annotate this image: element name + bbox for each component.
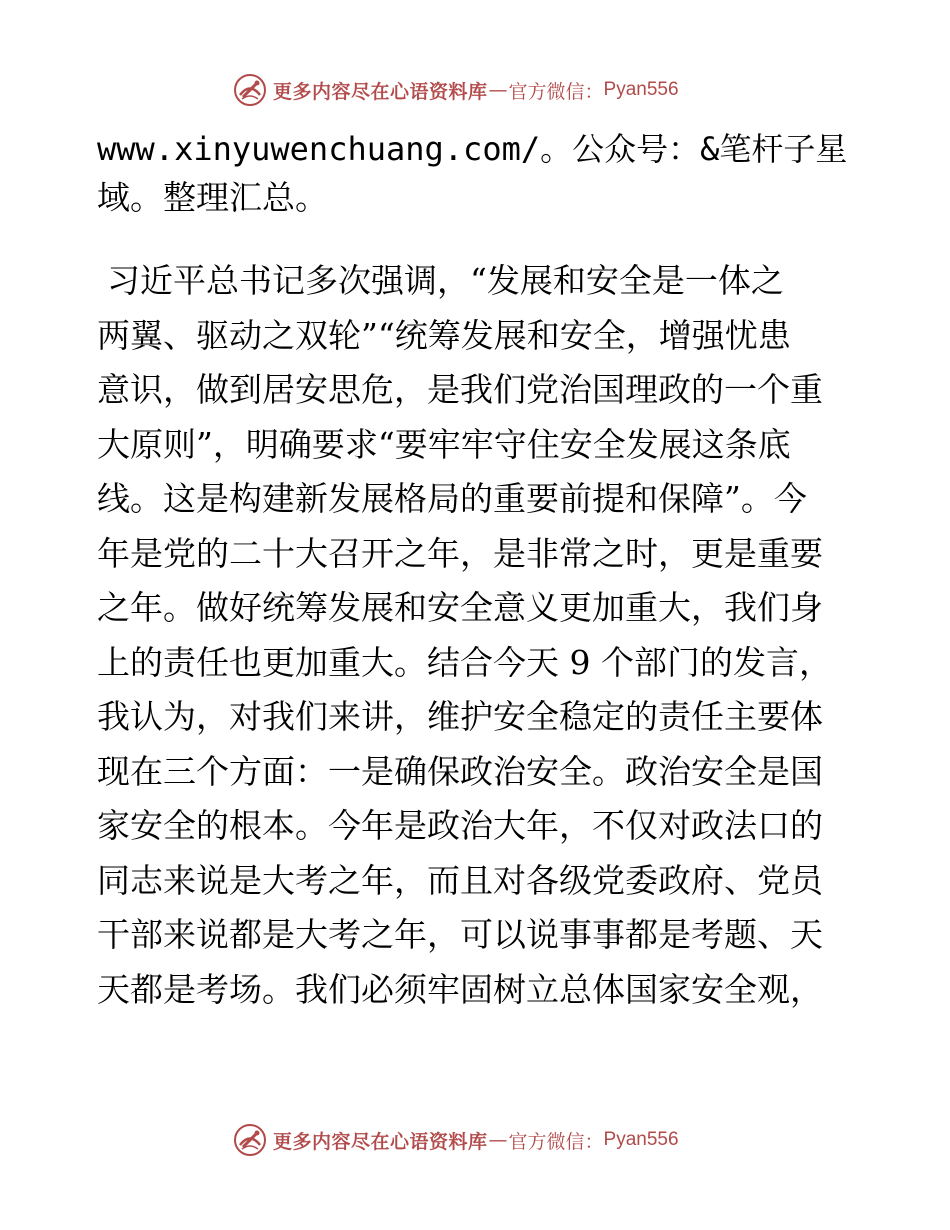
- paragraph-line: 年是党的二十大召开之年，是非常之时，更是重要: [97, 533, 823, 573]
- paragraph-line: 大原则”，明确要求“要牢牢守住安全发展这条底: [97, 424, 791, 464]
- paragraph-line: 意识，做到居安思危，是我们党治国理政的一个重: [97, 370, 823, 409]
- paragraph-line: 线。这是构建新发展格局的重要前提和保障”。今: [97, 479, 807, 518]
- source-line-text: www.xinyuwenchuang.com/。公众号：&笔杆子星: [97, 130, 848, 168]
- paragraph-line: 之年。做好统筹发展和安全意义更加重大，我们身: [97, 588, 823, 627]
- paragraph-line: 两翼、驱动之双轮”“统筹发展和安全，增强忧患: [97, 315, 791, 355]
- paragraph-line: 干部来说都是大考之年，可以说事事都是考题、天: [97, 915, 823, 954]
- banner-wechat-label: 官方微信：: [508, 1130, 604, 1153]
- paragraph-line: 天都是考场。我们必须牢固树立总体国家安全观，: [97, 969, 823, 1009]
- banner-wechat-id: Pyan556: [603, 79, 679, 100]
- paragraph-line: 现在三个方面：一是确保政治安全。政治安全是国: [97, 751, 823, 791]
- banner-text: 更多内容尽在心语资料库: [273, 1130, 488, 1153]
- banner-separator: —: [488, 1129, 508, 1151]
- footer-banner: [233, 1122, 679, 1158]
- banner-separator: —: [488, 79, 508, 101]
- banner-text: 更多内容尽在心语资料库: [273, 80, 488, 103]
- main-paragraph: [97, 254, 857, 1017]
- source-line: 域。整理汇总。: [97, 178, 328, 217]
- book-pen-logo-icon: [233, 73, 267, 107]
- book-pen-logo-icon: [233, 1123, 267, 1157]
- paragraph-line: 我认为，对我们来讲，维护安全稳定的责任主要体: [97, 697, 823, 736]
- source-note: [97, 124, 857, 222]
- banner-wechat-id: Pyan556: [603, 1129, 679, 1150]
- paragraph-line: 习近平总书记多次强调，“发展和安全是一体之: [107, 261, 784, 300]
- banner-wechat-label: 官方微信：: [508, 80, 604, 103]
- paragraph-line: 同志来说是大考之年，而且对各级党委政府、党员: [97, 860, 823, 900]
- paragraph-line: 家安全的根本。今年是政治大年，不仅对政法口的: [97, 806, 823, 845]
- header-banner: [233, 72, 679, 108]
- paragraph-line: 上的责任也更加重大。结合今天 9 个部门的发言，: [97, 642, 832, 682]
- source-line: [97, 124, 857, 173]
